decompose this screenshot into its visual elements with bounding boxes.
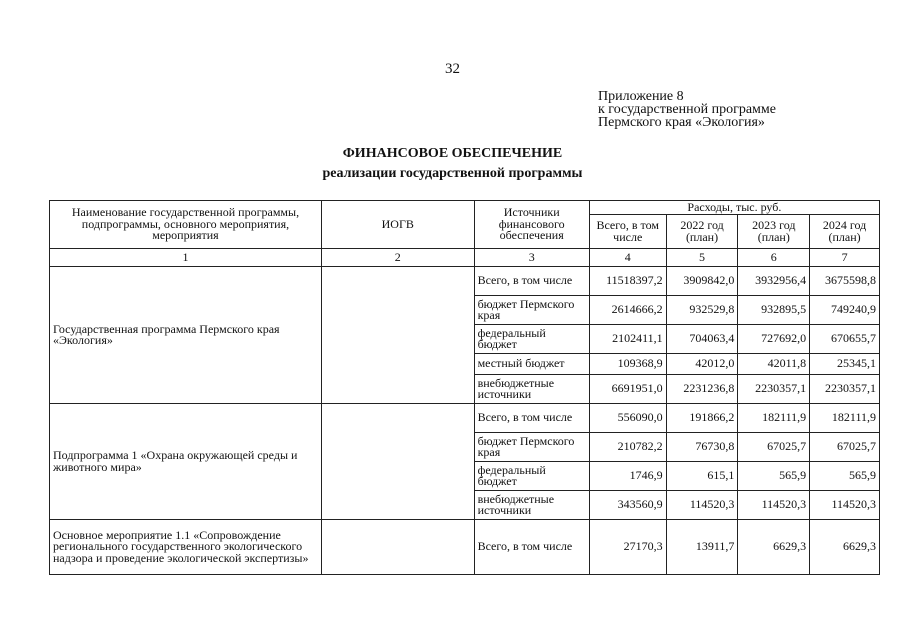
amount-2022: 114520,3 <box>666 491 738 520</box>
item-iogv <box>321 404 474 520</box>
funding-source: бюджет Пермского края <box>474 296 589 325</box>
amount-2023: 42011,8 <box>738 354 810 375</box>
column-number: 1 <box>50 249 322 267</box>
amount-2023: 565,9 <box>738 462 810 491</box>
amount-2022: 42012,0 <box>666 354 738 375</box>
funding-source: федеральный бюджет <box>474 325 589 354</box>
amount-2023: 182111,9 <box>738 404 810 433</box>
header-2022: 2022 год (план) <box>666 215 738 249</box>
amount-2022: 615,1 <box>666 462 738 491</box>
amount-total: 27170,3 <box>589 520 666 575</box>
amount-total: 2614666,2 <box>589 296 666 325</box>
document-subtitle: реализации государственной программы <box>322 166 583 181</box>
funding-source: Всего, в том числе <box>474 404 589 433</box>
amount-2024: 25345,1 <box>810 354 880 375</box>
amount-total: 6691951,0 <box>589 375 666 404</box>
amount-2024: 749240,9 <box>810 296 880 325</box>
amount-2024: 565,9 <box>810 462 880 491</box>
appendix-line-3: Пермского края «Экология» <box>598 115 765 130</box>
header-2024: 2024 год (план) <box>810 215 880 249</box>
amount-2023: 3932956,4 <box>738 267 810 296</box>
amount-2023: 727692,0 <box>738 325 810 354</box>
amount-2024: 2230357,1 <box>810 375 880 404</box>
amount-2023: 67025,7 <box>738 433 810 462</box>
appendix-note <box>598 90 776 129</box>
amount-2022: 2231236,8 <box>666 375 738 404</box>
item-name: Основное мероприятие 1.1 «Сопровождение регионального государственного экологического надзора и проведение экологической экспертизы» <box>50 520 322 575</box>
funding-source: внебюджетные источники <box>474 375 589 404</box>
header-name: Наименование государственной программы, подпрограммы, основного мероприятия, мероприятия <box>50 201 322 249</box>
amount-total: 556090,0 <box>589 404 666 433</box>
appendix-line-2: к государственной программе <box>598 102 776 117</box>
column-number: 7 <box>810 249 880 267</box>
amount-2022: 76730,8 <box>666 433 738 462</box>
amount-2022: 704063,4 <box>666 325 738 354</box>
funding-source: Всего, в том числе <box>474 267 589 296</box>
amount-total: 1746,9 <box>589 462 666 491</box>
table-row <box>50 404 880 433</box>
column-number: 3 <box>474 249 589 267</box>
funding-source: местный бюджет <box>474 354 589 375</box>
header-sources: Источники финансового обеспечения <box>474 201 589 249</box>
amount-2023: 932895,5 <box>738 296 810 325</box>
document-title: ФИНАНСОВОЕ ОБЕСПЕЧЕНИЕ <box>342 146 563 161</box>
amount-total: 343560,9 <box>589 491 666 520</box>
amount-2023: 2230357,1 <box>738 375 810 404</box>
amount-2023: 114520,3 <box>738 491 810 520</box>
table-row <box>50 267 880 296</box>
amount-total: 109368,9 <box>589 354 666 375</box>
amount-2022: 932529,8 <box>666 296 738 325</box>
column-number: 5 <box>666 249 738 267</box>
amount-2022: 191866,2 <box>666 404 738 433</box>
header-expenses: Расходы, тыс. руб. <box>589 201 879 215</box>
amount-2024: 114520,3 <box>810 491 880 520</box>
table-header-row <box>50 201 880 215</box>
header-2023: 2023 год (план) <box>738 215 810 249</box>
table-row <box>50 520 880 575</box>
amount-2023: 6629,3 <box>738 520 810 575</box>
item-name: Подпрограмма 1 «Охрана окружающей среды и животного мира» <box>50 404 322 520</box>
funding-source: бюджет Пермского края <box>474 433 589 462</box>
item-iogv <box>321 520 474 575</box>
appendix-line-1: Приложение 8 <box>598 89 684 104</box>
header-total: Всего, в том числе <box>589 215 666 249</box>
amount-2022: 13911,7 <box>666 520 738 575</box>
item-name: Государственная программа Пермского края «Экология» <box>50 267 322 404</box>
funding-source: федеральный бюджет <box>474 462 589 491</box>
funding-source: Всего, в том числе <box>474 520 589 575</box>
item-iogv <box>321 267 474 404</box>
amount-2024: 3675598,8 <box>810 267 880 296</box>
header-iogv: ИОГВ <box>321 201 474 249</box>
column-number: 6 <box>738 249 810 267</box>
funding-source: внебюджетные источники <box>474 491 589 520</box>
amount-2024: 67025,7 <box>810 433 880 462</box>
page-number: 32 <box>445 61 460 77</box>
financial-table <box>49 200 880 575</box>
amount-total: 210782,2 <box>589 433 666 462</box>
column-number-row <box>50 249 880 267</box>
column-number: 4 <box>589 249 666 267</box>
amount-2022: 3909842,0 <box>666 267 738 296</box>
amount-total: 11518397,2 <box>589 267 666 296</box>
amount-2024: 6629,3 <box>810 520 880 575</box>
amount-2024: 670655,7 <box>810 325 880 354</box>
amount-total: 2102411,1 <box>589 325 666 354</box>
column-number: 2 <box>321 249 474 267</box>
amount-2024: 182111,9 <box>810 404 880 433</box>
